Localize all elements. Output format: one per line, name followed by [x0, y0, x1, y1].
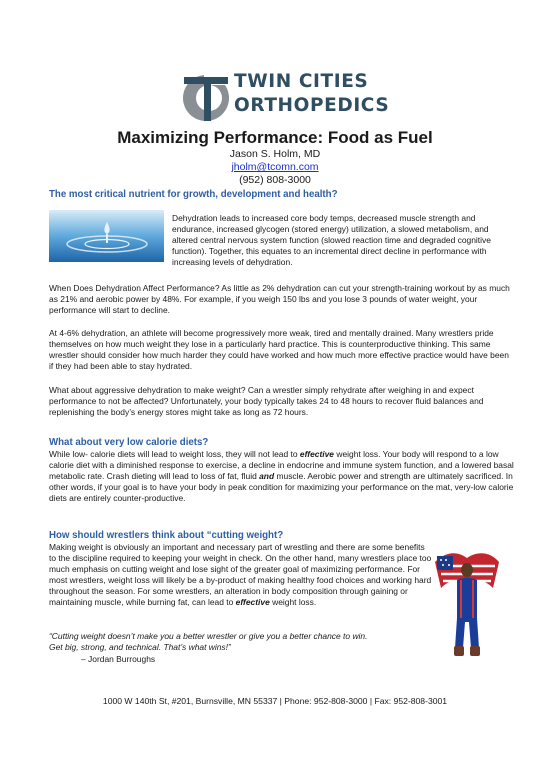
- cutting-weight-text-a: Making weight is obviously an important and necessary part of wrestling and there are some benefits to the discipline required to keeping your weight in check. On the other hand, many wrestlers place too much emphasis on cutting weight and lose sight of the greater goal of maximizing performance. For most wrestlers, weight loss will likely be a by-product of making healthy food choices and working hard throughout the season. For some wrestlers, an alteration in body composition through gaining or maintaining muscle, while burning fat, can lead to: [49, 542, 432, 607]
- low-calorie-text-b: weight loss. Your body will respond to a low calorie diet with a diminished response to exercise, a decline in endocrine and immune system function, and a lowered basal metabolic rate. Crash dieting will lead to loss of fat, fluid: [49, 449, 514, 481]
- author-email-link[interactable]: jholm@tcomn.com: [231, 161, 319, 173]
- water-droplet-image: [49, 210, 164, 262]
- low-calorie-paragraph: [49, 449, 514, 504]
- quote-line-2: Get big, strong, and technical. That’s what wins!”: [49, 642, 231, 652]
- cutting-weight-paragraph: [49, 542, 434, 608]
- document-header: [0, 128, 550, 187]
- emphasis-effective-2: effective: [235, 597, 270, 607]
- emphasis-effective: effective: [299, 449, 334, 459]
- wrestler-with-flag-image: [433, 548, 501, 660]
- section-heading-low-calorie: What about very low calorie diets?: [49, 437, 209, 448]
- tco-logo-mark-icon: [182, 73, 230, 123]
- dehydration-performance-paragraph: When Does Dehydration Affect Performance? As little as 2% dehydration can cut your strength-training workout by as much as 21% and aerobic power by 48%. For example, if you weigh 150 lbs and you lose 3 pounds of water weight, your performance will start to decline.: [49, 283, 510, 315]
- low-calorie-text-a: While low- calorie diets will lead to weight loss, they will not lead to: [49, 449, 300, 459]
- twin-cities-orthopedics-logo: [182, 71, 390, 123]
- page-title: Maximizing Performance: Food as Fuel: [117, 128, 433, 147]
- quote-line-1: “Cutting weight doesn’t make you a better wrestler or give you a better chance to win.: [49, 631, 368, 641]
- dehydration-levels-paragraph: At 4-6% dehydration, an athlete will become progressively more weak, tired and mentally drained. Many wrestlers pride themselves on how much weight they lose in a particularly hard practice. This is counterproductive thinking. This same wrestler should consider how much harder they could have worked and how much more effective practice would have been if they had been able to stay hydrated.: [49, 328, 509, 371]
- author-phone: (952) 808-3000: [239, 174, 311, 186]
- cutting-weight-text-b: weight loss.: [269, 597, 317, 607]
- quote-author: – Jordan Burroughs: [81, 654, 156, 664]
- low-calorie-text-c: muscle. Aerobic power and strength are ultimately sacrificed. In other words, if your goal is to have your body in peak condition for maximizing your performance on the mat, very-low calorie diets are entirely counter-productive.: [49, 471, 514, 503]
- aggressive-dehydration-paragraph: What about aggressive dehydration to make weight? Can a wrestler simply rehydrate after weighing in and expect performance to not be affected? Unfortunately, your body typically takes 24 to 48 hours to recover fluid balances and replenishing the body’s energy stores might take as long as 72 hours.: [49, 385, 484, 417]
- emphasis-and: and: [259, 471, 275, 481]
- author-name: Jason S. Holm, MD: [229, 148, 321, 160]
- logo-wordmark: [234, 73, 389, 115]
- section-heading-cutting-weight: How should wrestlers think about “cutting weight?: [49, 530, 284, 541]
- footer-contact-info: 1000 W 140th St, #201, Burnsville, MN 55337 | Phone: 952-808-3000 | Fax: 952-808-3001: [102, 696, 448, 706]
- dehydration-intro-paragraph: Dehydration leads to increased core body temps, decreased muscle strength and endurance, increased glycogen (stored energy) utilization, a slowed metabolism, and altered central nervous system function (slowed reaction time and degraded cognitive function). Together, this equates to an incremental direct decline in performance with increasing levels of dehydration.: [172, 213, 491, 267]
- logo-line-2: ORTHOPEDICS: [234, 94, 390, 116]
- jordan-burroughs-quote: [49, 631, 367, 653]
- section-heading-nutrient: The most critical nutrient for growth, development and health?: [49, 189, 338, 200]
- logo-line-1: TWIN CITIES: [234, 71, 369, 92]
